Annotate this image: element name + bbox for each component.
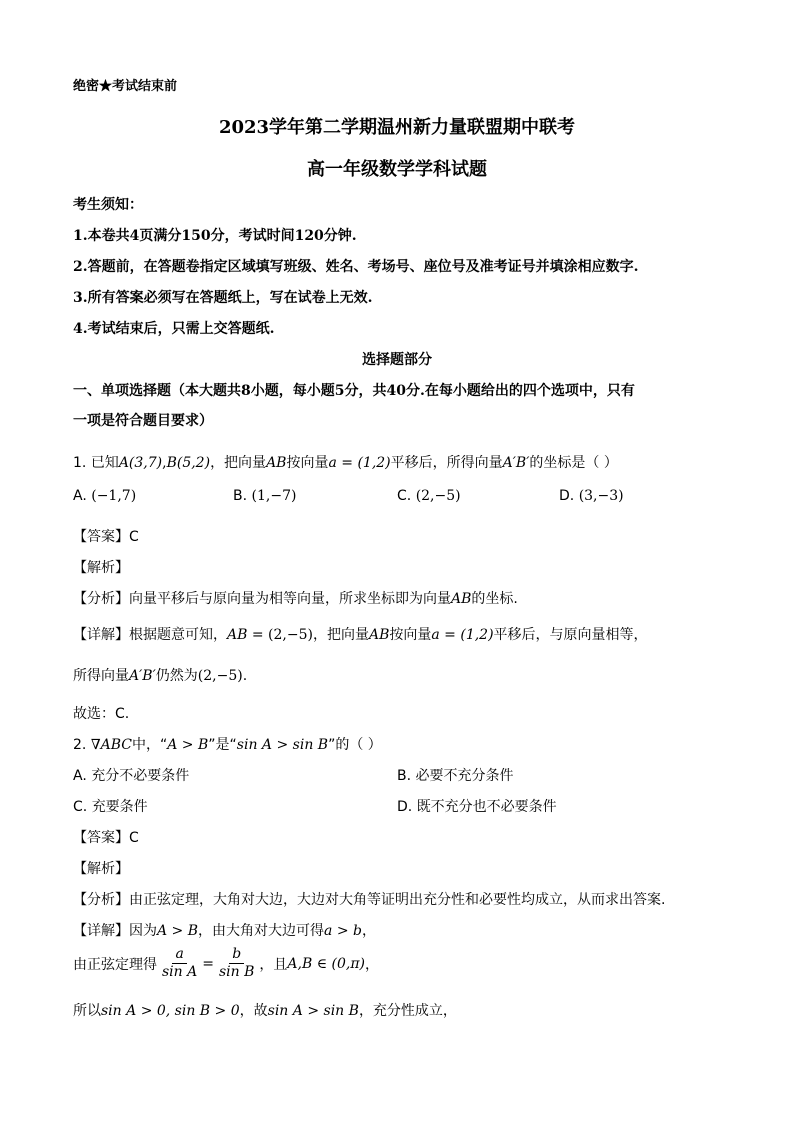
vector-a-prime-b-prime: A′B′	[502, 455, 530, 471]
q1-answer	[73, 526, 139, 546]
answer-value: C	[129, 529, 139, 545]
stem-text: 按向量	[286, 455, 329, 471]
fraction-a-over-sina: $\frac{a}{\text{sin A}}$	[162, 946, 198, 980]
stem-text: 已知	[90, 455, 119, 471]
answer-tag: 【答案】	[73, 529, 129, 545]
stem-text: 的坐标是（ ）	[529, 455, 618, 471]
vector-ab: AB	[266, 455, 287, 471]
exam-title: 2023学年第二学期温州新力量联盟期中联考	[218, 117, 576, 138]
q1-analysis-tag: 【解析】	[73, 560, 129, 576]
q1-detail-line1: 【详解】根据题意可知，AB = (2,−5)，把向量AB按向量a = (1,2)平移后，与原向量相等，	[73, 627, 648, 643]
q2-option-a[interactable]: A. 充分不必要条件	[73, 768, 190, 784]
q1-option-d[interactable]: D. (3,−3)	[559, 488, 624, 504]
note-item-4: 4.考试结束后，只需上交答题纸.	[73, 321, 275, 337]
stem-text: 平移后，所得向量	[390, 455, 503, 471]
vector-ab: AB	[451, 591, 472, 607]
triangle-abc: ∇ABC	[90, 737, 132, 753]
note-item-2: 2.答题前，在答题卷指定区域填写班级、姓名、考场号、座位号及准考证号并填涂相应数字.	[73, 259, 639, 275]
section-instruction-line1: 一、单项选择题（本大题共8小题，每小题5分，共40分.在每小题给出的四个选项中，只有	[73, 383, 635, 399]
q1-conclusion: 故选：C.	[73, 706, 130, 722]
question-1-stem	[73, 452, 618, 472]
question-2-stem: 2. ∇ABC中，“A > B”是“sin A > sin B”的（ ）	[73, 737, 382, 753]
q1-option-a[interactable]: A. (−1,7)	[73, 488, 137, 504]
note-item-1: 1.本卷共4页满分150分，考试时间120分钟.	[73, 228, 357, 244]
vector-a: a = (1,2)	[328, 455, 391, 471]
q2-analysis-tag: 【解析】	[73, 861, 129, 877]
q2-option-b[interactable]: B. 必要不充分条件	[397, 768, 514, 784]
q1-option-c[interactable]: C. (2,−5)	[397, 488, 461, 504]
q2-option-d[interactable]: D. 既不充分也不必要条件	[397, 799, 557, 815]
section-instruction-line2: 一项是符合题目要求）	[73, 413, 213, 429]
note-item-3: 3.所有答案必须写在答题纸上，写在试卷上无效.	[73, 290, 373, 306]
notes-heading: 考生须知：	[73, 197, 143, 213]
confidential-mark: 绝密★考试结束前	[73, 79, 178, 94]
q1-fenxi: 【分析】向量平移后与原向量为相等向量，所求坐标即为向量AB的坐标.	[73, 591, 518, 607]
fraction-b-over-sinb: $\frac{b}{\text{sin B}}$	[218, 946, 255, 980]
q1-option-b[interactable]: B. (1,−7)	[233, 488, 297, 504]
section-title: 选择题部分	[362, 352, 432, 368]
q1-detail-line2: 所得向量A′B′仍然为(2,−5).	[73, 668, 248, 684]
point-b: B(5,2)	[166, 455, 211, 471]
q2-detail-line2: 由正弦定理得 $\frac{a}{\text{sin A}}$ = $\frac{b}{\text{sin B}}$ ，且 A,B ∈ (0,π) ，	[73, 946, 380, 980]
point-a: A(3,7)	[118, 455, 163, 471]
q2-detail-line3: 所以sin A > 0, sin B > 0，故sin A > sin B，充分性成立，	[73, 1003, 457, 1019]
exam-subtitle: 高一年级数学学科试题	[307, 159, 487, 180]
q2-detail-line1: 【详解】因为A > B，由大角对大边可得a > b，	[73, 923, 376, 939]
separator: ,	[162, 455, 167, 471]
q2-option-c[interactable]: C. 充要条件	[73, 799, 148, 815]
q2-fenxi: 【分析】由正弦定理，大角对大边，大边对大角等证明出充分性和必要性均成立，从而求出答案.	[73, 892, 666, 908]
stem-text: ，把向量	[210, 455, 267, 471]
question-number: 1.	[73, 455, 87, 471]
q2-answer: 【答案】C	[73, 830, 139, 846]
